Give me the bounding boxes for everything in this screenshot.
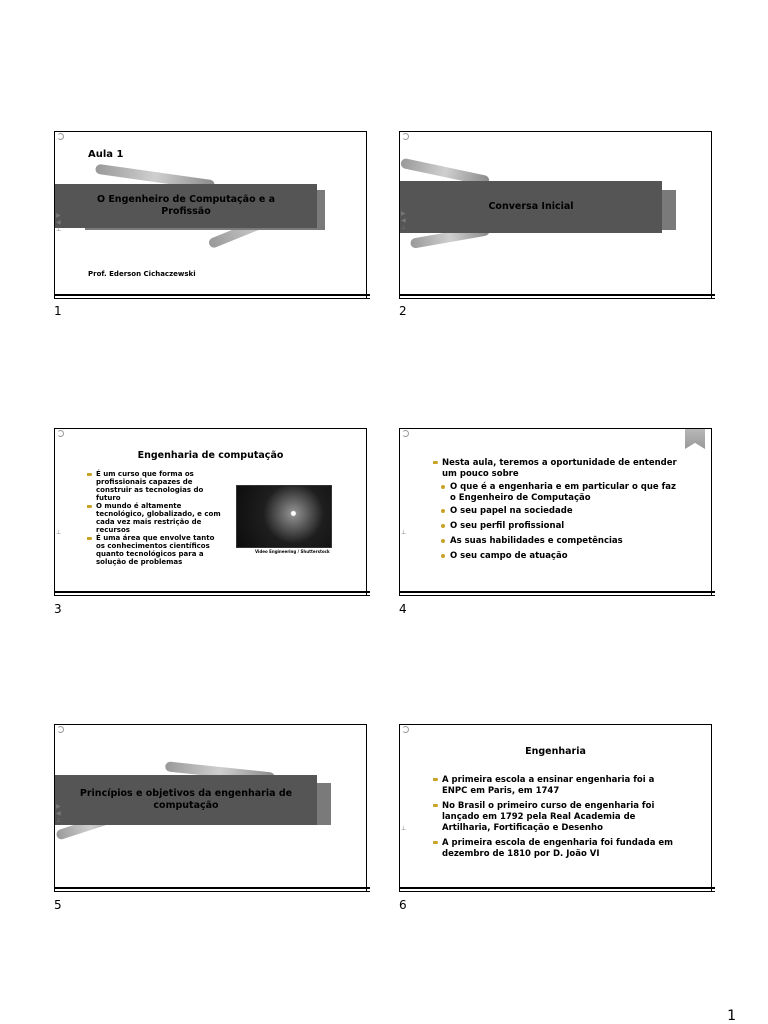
sub-bullet-item: O que é a engenharia e em particular o que faz o Engenheiro de Computação: [441, 482, 683, 504]
corner-mark: [57, 430, 64, 437]
corner-mark: [402, 133, 409, 140]
slide-number: 5: [54, 898, 62, 912]
slide-divider: [54, 887, 370, 889]
sub-bullet-item: As suas habilidades e competências: [441, 536, 683, 547]
corner-mark: [57, 133, 64, 140]
bullet-item: É uma área que envolve tanto os conhecimentos científicos quanto tecnológicos para a solução de problemas: [87, 534, 222, 566]
slide-divider: [399, 591, 715, 593]
slide-title: Engenharia de computação: [137, 450, 284, 461]
slide-divider: [54, 294, 370, 296]
slide-number: 3: [54, 602, 62, 616]
bullet-list: [433, 775, 678, 860]
banner-text: Princípios e objetivos da engenharia de computação: [79, 788, 293, 811]
sub-bullet-item: O seu perfil profissional: [441, 521, 683, 532]
banner-text: Conversa Inicial: [488, 201, 574, 212]
slide-number: 1: [54, 304, 62, 318]
sub-bullet-item: O seu papel na sociedade: [441, 506, 683, 517]
slide-divider: [399, 298, 715, 299]
slide-6[interactable]: [399, 724, 712, 892]
slide-divider: [399, 294, 715, 296]
sub-bullet-item: O seu campo de atuação: [441, 551, 683, 562]
slide-divider: [399, 891, 715, 892]
banner-text: O Engenheiro de Computação e a Profissão: [96, 194, 276, 217]
side-marker: ⊥: [401, 529, 407, 536]
bookmark-icon: [685, 428, 705, 449]
slide-number: 6: [399, 898, 407, 912]
side-marker: ▶ ◀ ⊥: [56, 212, 62, 233]
slide-2[interactable]: [399, 131, 712, 299]
corner-mark: [402, 430, 409, 437]
image-caption: Video Engineering / Shutterstock: [255, 549, 330, 554]
bullet-item: Nesta aula, teremos a oportunidade de entender um pouco sobre: [433, 458, 683, 480]
author-name: Prof. Ederson Cichaczewski: [88, 270, 196, 278]
page-number: 1: [727, 1008, 736, 1024]
slide-1[interactable]: [54, 131, 367, 299]
bullet-item: É um curso que forma os profissionais capazes de construir as tecnologias do futuro: [87, 470, 222, 502]
slide-divider: [399, 887, 715, 889]
slide-4[interactable]: [399, 428, 712, 596]
slide-divider: [54, 591, 370, 593]
slide-number: 2: [399, 304, 407, 318]
side-marker: ▶ ◀ ⊥: [401, 210, 407, 231]
slide-title: Engenharia: [525, 746, 586, 757]
bullet-item: A primeira escola de engenharia foi fundada em dezembro de 1810 por D. João VI: [433, 838, 678, 860]
slide-title: Aula 1: [88, 149, 124, 160]
circuit-image: [236, 485, 332, 548]
title-banner: [55, 775, 317, 825]
side-marker: ⊥: [401, 825, 407, 832]
title-banner: [400, 181, 662, 233]
bullet-list: [433, 458, 683, 562]
slide-divider: [54, 595, 370, 596]
bullet-item: A primeira escola a ensinar engenharia foi a ENPC em Paris, em 1747: [433, 775, 678, 797]
bullet-item: No Brasil o primeiro curso de engenharia foi lançado em 1792 pela Real Academia de Artilharia, Fortificação e Desenho: [433, 801, 678, 834]
title-banner: [55, 184, 317, 228]
slide-divider: [54, 891, 370, 892]
slide-divider: [54, 298, 370, 299]
bullet-item: O mundo é altamente tecnológico, globalizado, e com cada vez mais restrição de recursos: [87, 502, 222, 534]
corner-mark: [57, 726, 64, 733]
slide-divider: [399, 595, 715, 596]
bullet-list: [87, 470, 222, 566]
side-marker: ▶ ◀ ⊥: [56, 803, 62, 824]
slide-5[interactable]: [54, 724, 367, 892]
slide-3[interactable]: [54, 428, 367, 596]
corner-mark: [402, 726, 409, 733]
side-marker: ⊥: [56, 529, 62, 536]
slide-number: 4: [399, 602, 407, 616]
